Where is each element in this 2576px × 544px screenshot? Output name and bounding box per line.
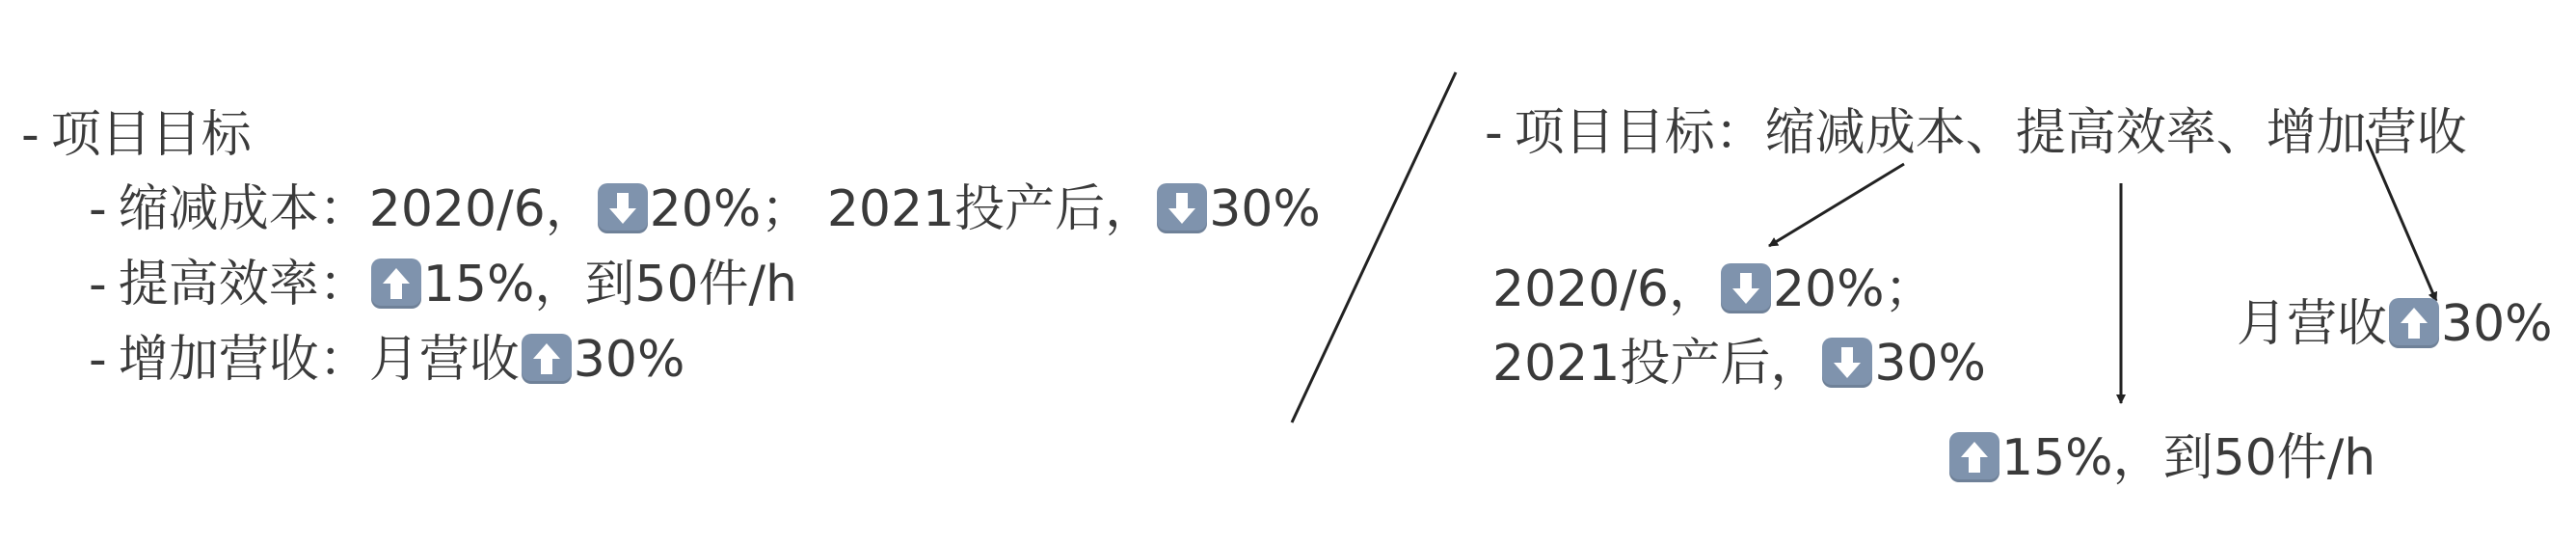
right-title: - 项目目标：缩减成本、提高效率、增加营收 [1485, 104, 2467, 162]
right-efficiency: 15%，到50件/h [1947, 429, 2375, 487]
bullet: - [21, 106, 40, 164]
down-arrow-button-icon [1822, 338, 1872, 388]
left-item-efficiency: - 提高效率： 15%，到50件/h [89, 256, 798, 313]
right-revenue: 月营收 30% [2237, 295, 2553, 353]
up-arrow-button-icon [1949, 432, 1999, 482]
cost-label: 缩减成本：2020/6， [118, 180, 596, 238]
divider-slash [1292, 72, 1456, 422]
left-title: - 项目目标 [21, 106, 252, 164]
bullet: - [89, 256, 107, 313]
bullet: - [89, 331, 107, 389]
left-item-cost: - 缩减成本：2020/6， 20%； 2021投产后， 30% [89, 180, 1321, 238]
right-cost-line1: 2020/6， 20%； [1492, 260, 1935, 318]
arrow-to-revenue [2367, 140, 2436, 301]
down-arrow-button-icon [1721, 263, 1771, 313]
right-cost-line2: 2021投产后， 30% [1492, 335, 1986, 393]
arrow-to-cost [1769, 164, 1904, 246]
up-arrow-button-icon [2389, 298, 2439, 348]
left-item-revenue: - 增加营收：月营收 30% [89, 331, 685, 389]
bullet: - [1485, 104, 1503, 162]
bullet: - [89, 180, 107, 238]
